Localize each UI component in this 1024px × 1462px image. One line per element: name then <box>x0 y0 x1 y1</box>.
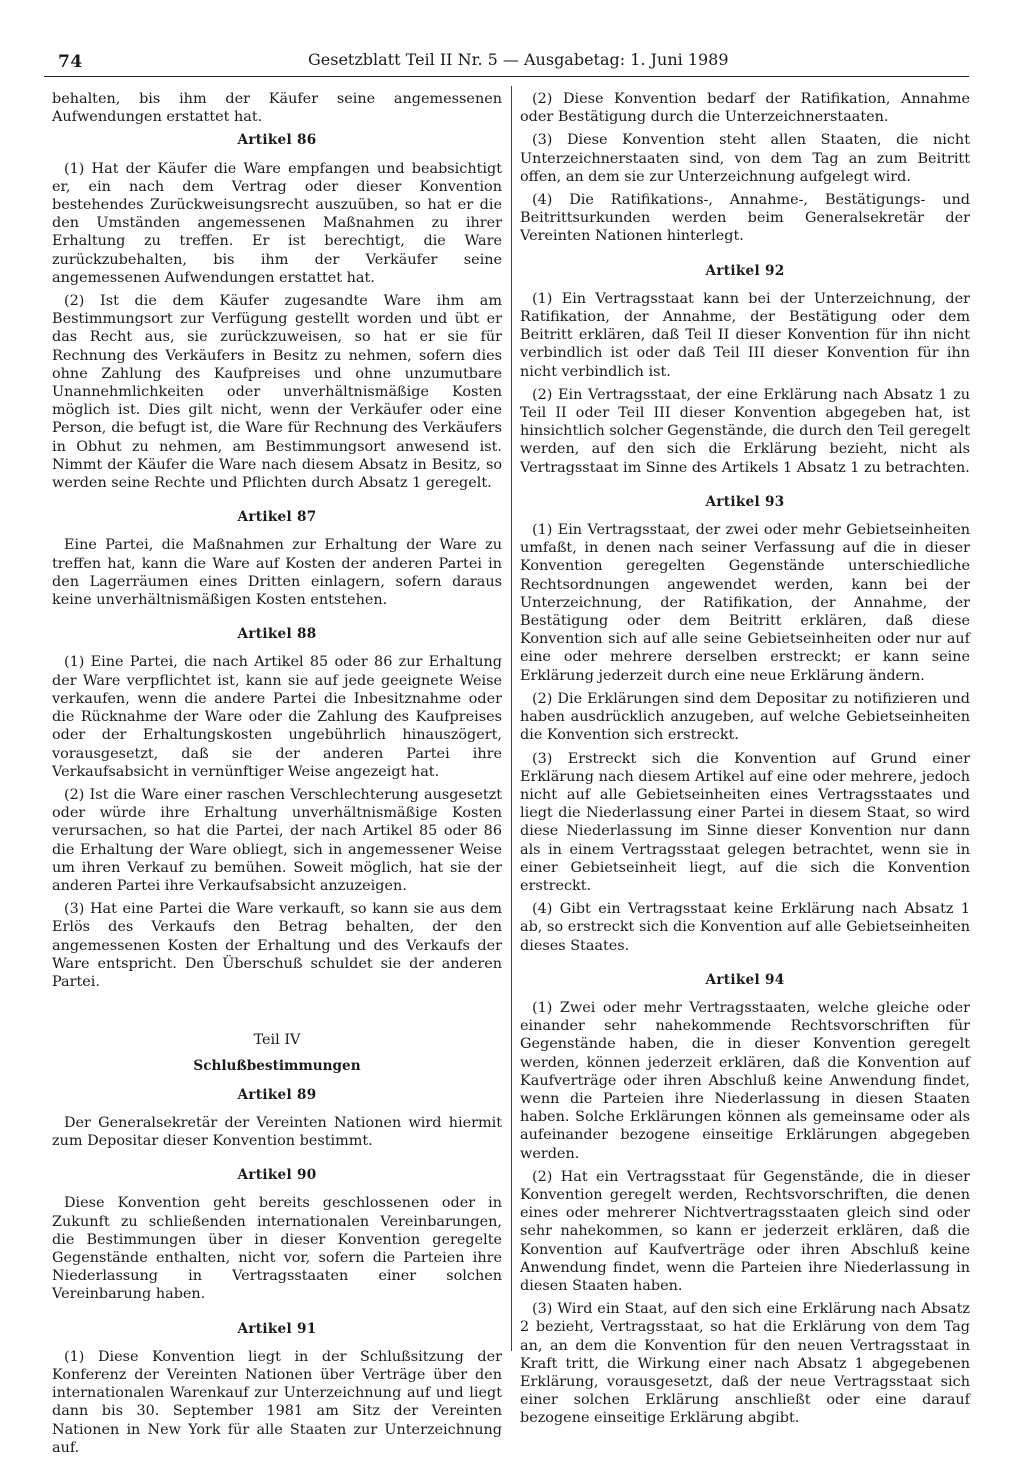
part-label: Teil IV <box>253 1032 301 1049</box>
article-91-paragraph-2: (2) Diese Konvention bedarf der Ratifikation, Annahme oder Bestätigung durch die Unterzeichnerstaaten. <box>520 91 970 126</box>
article-88-paragraph-1: (1) Eine Partei, die nach Artikel 85 oder 86 zur Erhaltung der Ware verpflichtet ist, kann sie auf jede geeignete Weise verkaufen, wenn die andere Partei die Inbesitznahme oder die Rücknahme der Ware oder die Zahlung des Kaufpreises oder der Erhaltungskosten ungebührlich hinauszögert, vorausgesetzt, daß sie der anderen Partei ihre Verkaufsabsicht in vernünftiger Weise angezeigt hat. <box>52 654 502 780</box>
article-92-paragraph-1: (1) Ein Vertragsstaat kann bei der Unterzeichnung, der Ratifikation, der Annahme, der Bestätigung oder dem Beitritt erklären, daß Teil II dieser Konvention für ihn nicht verbindlich ist oder daß Teil III dieser Konvention für ihn nicht verbindlich ist. <box>520 290 970 380</box>
article-94-paragraph-1: (1) Zwei oder mehr Vertragsstaaten, welche gleiche oder einander sehr nahekommende Rechtsvorschriften für Gegenstände haben, die in dieser Konvention geregelt werden, können jederzeit erklären, daß die Konvention auf Kaufverträge oder ihren Abschluß keine Anwendung findet, wenn die Parteien ihre Niederlassung in diesen Staaten haben. Solche Erklärungen können als gemeinsame oder als aufeinander bezogene einseitige Erklärungen abgegeben werden. <box>520 999 970 1162</box>
article-88-heading: Artikel 88 <box>237 626 317 643</box>
article-87-heading: Artikel 87 <box>237 509 317 526</box>
article-93-heading: Artikel 93 <box>705 493 785 510</box>
article-93-paragraph-3: (3) Erstreckt sich die Konvention auf Grund einer Erklärung nach diesem Artikel auf eine oder mehrere, jedoch nicht auf alle Gebietseinheiten eines Vertragsstaates und liegt die Niederlassung einer Partei in diesem Staat, so wird diese Niederlassung im Sinne dieser Konvention nur dann als in einem Vertragsstaat gelegen betrachtet, wenn sie in einer Gebietseinheit liegt, auf die sich die Konvention erstreckt. <box>520 750 970 894</box>
article-86-paragraph-2: (2) Ist die dem Käufer zugesandte Ware ihm am Bestimmungsort zur Verfügung gestellt worden und übt er das Recht aus, sie zurückzuweisen, so hat er sie für Rechnung des Verkäufers in Besitz zu nehmen, sofern dies ohne Zahlung des Kaufpreises und ohne unzumutbare Unannehmlichkeiten oder unverhältnismäßige Kosten möglich ist. Dies gilt nicht, wenn der Verkäufer oder eine Person, die befugt ist, die Ware für Rechnung des Verkäufers in Obhut zu nehmen, am Bestimmungsort anwesend ist. Nimmt der Käufer die Ware nach diesem Absatz in Besitz, so werden seine Rechte und Pflichten durch Absatz 1 geregelt. <box>52 293 502 492</box>
article-89-heading: Artikel 89 <box>237 1086 317 1103</box>
article-88-paragraph-3: (3) Hat eine Partei die Ware verkauft, so kann sie aus dem Erlös des Verkaufs den Betrag behalten, der den angemessenen Kosten der Erhaltung und des Verkaufs der Ware entspricht. Den Überschuß schuldet sie der anderen Partei. <box>52 901 502 990</box>
running-head: Gesetzblatt Teil II Nr. 5 — Ausgabetag: 1. Juni 1989 <box>308 50 729 69</box>
article-94-paragraph-3: (3) Wird ein Staat, auf den sich eine Erklärung nach Absatz 2 bezieht, Vertragsstaat, so hat die Erklärung von dem Tag an, an dem die Konvention für den neuen Vertragsstaat in Kraft tritt, die Wirkung einer nach Absatz 1 abgegebenen Erklärung, vorausgesetzt, daß der neue Vertragsstaat sich einer solchen Erklärung anschließt oder eine darauf bezogene einseitige Erklärung abgibt. <box>520 1301 970 1427</box>
column-divider <box>511 86 512 1351</box>
article-90-paragraph-1: Diese Konvention geht bereits geschlossenen oder in Zukunft zu schließenden internationalen Vereinbarungen, die Bestimmungen über in dieser Konvention geregelte Gegenstände enthalten, nicht vor, sofern die Parteien ihre Niederlassung in Vertragsstaaten einer solchen Vereinbarung haben. <box>52 1195 502 1303</box>
article-86-paragraph-1: (1) Hat der Käufer die Ware empfangen und beabsichtigt er, ein nach dem Vertrag oder dieser Konvention bestehendes Zurückweisungsrecht auszuüben, so hat er die den Umständen angemessenen Maßnahmen zu ihrer Erhaltung zu treffen. Er ist berechtigt, die Ware zurückzubehalten, bis ihm der Verkäufer seine angemessenen Aufwendungen erstattet hat. <box>52 160 502 286</box>
article-92-paragraph-2: (2) Ein Vertragsstaat, der eine Erklärung nach Absatz 1 zu Teil II oder Teil III dieser Konvention abgegeben hat, ist hinsichtlich solcher Gegenstände, die durch den Teil geregelt werden, auf den sich die Erklärung bezieht, nicht als Vertragsstaat im Sinne des Artikels 1 Absatz 1 zu betrachten. <box>520 386 970 476</box>
article-89-paragraph-1: Der Generalsekretär der Vereinten Nationen wird hiermit zum Depositar dieser Konvention bestimmt. <box>52 1114 502 1149</box>
continued-paragraph: behalten, bis ihm der Käufer seine angemessenen Aufwendungen erstattet hat. <box>52 91 502 126</box>
article-86-heading: Artikel 86 <box>237 132 317 149</box>
part-title: Schlußbestimmungen <box>193 1058 361 1075</box>
article-91-paragraph-3: (3) Diese Konvention steht allen Staaten, die nicht Unterzeichnerstaaten sind, von dem Tag an zum Beitritt offen, an dem sie zur Unterzeichnung aufgelegt wird. <box>520 132 970 185</box>
article-87-paragraph-1: Eine Partei, die Maßnahmen zur Erhaltung der Ware zu treffen hat, kann die Ware auf Kosten der anderen Partei in den Lagerräumen eines Dritten einlagern, sofern daraus keine unverhältnismäßigen Kosten entstehen. <box>52 537 502 609</box>
article-92-heading: Artikel 92 <box>705 262 785 279</box>
page-number: 74 <box>58 52 83 72</box>
article-91-heading: Artikel 91 <box>237 1320 317 1337</box>
right-column <box>520 90 970 1433</box>
page-header <box>44 46 729 72</box>
header-rule <box>44 76 969 77</box>
article-94-heading: Artikel 94 <box>705 971 785 988</box>
article-93-paragraph-1: (1) Ein Vertragsstaat, der zwei oder mehr Gebietseinheiten umfaßt, in denen nach seiner Verfassung auf die in dieser Konvention geregelten Gegenstände unterschiedliche Rechtsordnungen angewendet werden, kann bei der Unterzeichnung, der Ratifikation, der Annahme, der Bestätigung oder dem Beitritt erklären, daß diese Konvention sich auf alle seine Gebietseinheiten oder nur auf eine oder mehrere derselben erstreckt; er kann seine Erklärung jederzeit durch eine neue Erklärung ändern. <box>520 522 970 684</box>
article-93-paragraph-2: (2) Die Erklärungen sind dem Depositar zu notifizieren und haben ausdrücklich anzugeben, auf welche Gebietseinheiten die Konvention sich erstreckt. <box>520 690 970 744</box>
article-90-heading: Artikel 90 <box>237 1167 317 1184</box>
article-91-paragraph-1: (1) Diese Konvention liegt in der Schlußsitzung der Konferenz der Vereinten Nationen über Verträge über den internationalen Warenkauf zur Unterzeichnung auf und liegt dann bis 30. September 1981 am Sitz der Vereinten Nationen in New York für alle Staaten zur Unterzeichnung auf. <box>52 1348 502 1456</box>
article-91-paragraph-4: (4) Die Ratifikations-, Annahme-, Bestätigungs- und Beitrittsurkunden werden beim Generalsekretär der Vereinten Nationen hinterlegt. <box>520 192 970 245</box>
article-88-paragraph-2: (2) Ist die Ware einer raschen Verschlechterung ausgesetzt oder würde ihre Erhaltung unverhältnismäßige Kosten verursachen, so hat die Partei, der nach Artikel 85 oder 86 die Erhaltung der Ware obliegt, sich in angemessener Weise um ihren Verkauf zu bemühen. Soweit möglich, hat sie der anderen Partei ihre Verkaufsabsicht anzuzeigen. <box>52 786 502 894</box>
article-94-paragraph-2: (2) Hat ein Vertragsstaat für Gegenstände, die in dieser Konvention geregelt werden, Rechtsvorschriften, die denen eines oder mehrerer Nichtvertragsstaaten gleich sind oder sehr nahekommen, so kann er jederzeit erklären, daß die Konvention auf Kaufverträge oder ihren Abschluß keine Anwendung findet, wenn die Parteien ihre Niederlassung in diesen Staaten haben. <box>520 1168 970 1294</box>
article-93-paragraph-4: (4) Gibt ein Vertragsstaat keine Erklärung nach Absatz 1 ab, so erstreckt sich die Konvention auf alle Gebietseinheiten dieses Staates. <box>520 901 970 954</box>
left-column <box>52 90 502 1462</box>
